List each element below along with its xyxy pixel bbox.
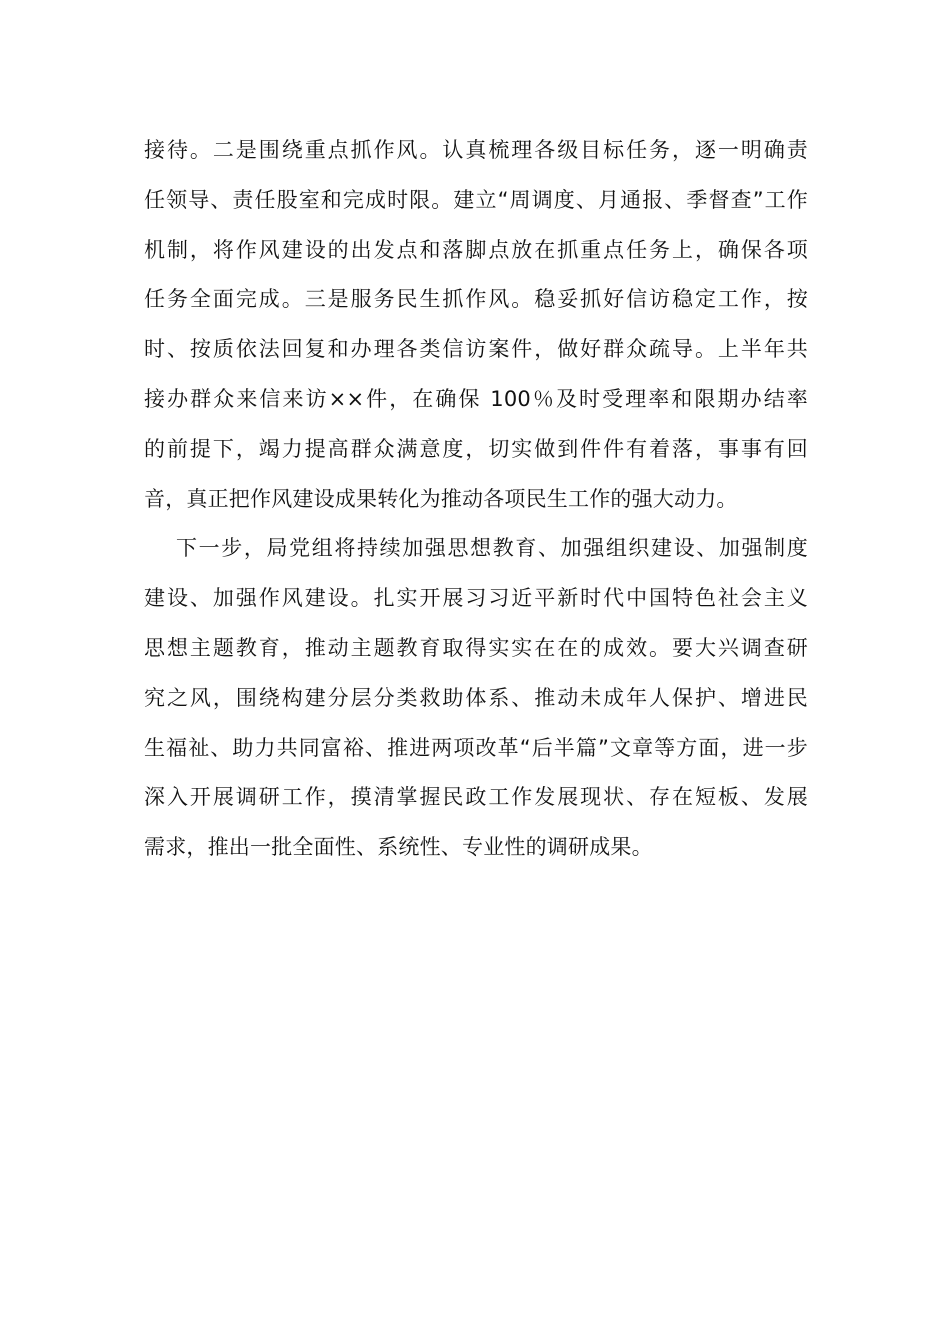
text-line: 下一步，局党组将持续加强思想教育、加强组织建设、加强制度 bbox=[176, 536, 808, 561]
text-line: 任务全面完成。三是服务民生抓作风。稳妥抓好信访稳定工作，按 bbox=[144, 287, 808, 312]
text-line: 任领导、责任股室和完成时限。建立“周调度、月通报、季督查”工作 bbox=[144, 187, 808, 212]
body-text bbox=[144, 126, 808, 873]
paragraph-1 bbox=[144, 126, 808, 524]
text-line: 生福祉、助力共同富裕、推进两项改革“后半篇”文章等方面，进一步 bbox=[144, 735, 808, 760]
text-line: 建设、加强作风建设。扎实开展习习近平新时代中国特色社会主义 bbox=[144, 586, 808, 611]
text-line: 的前提下，竭力提高群众满意度，切实做到件件有着落，事事有回 bbox=[144, 436, 808, 461]
text-line: 机制，将作风建设的出发点和落脚点放在抓重点任务上，确保各项 bbox=[144, 237, 808, 262]
text-line: 时、按质依法回复和办理各类信访案件，做好群众疏导。上半年共 bbox=[144, 337, 808, 362]
text-line: 需求，推出一批全面性、系统性、专业性的调研成果。 bbox=[144, 835, 653, 860]
paragraph-2 bbox=[144, 524, 808, 873]
text-line: 思想主题教育，推动主题教育取得实实在在的成效。要大兴调查研 bbox=[144, 635, 808, 660]
text-line: 接办群众来信来访××件，在确保 100％及时受理率和限期办结率 bbox=[144, 386, 808, 411]
text-line: 接待。二是围绕重点抓作风。认真梳理各级目标任务，逐一明确责 bbox=[144, 138, 808, 162]
text-line: 音，真正把作风建设成果转化为推动各项民生工作的强大动力。 bbox=[144, 486, 738, 511]
text-line: 究之风，围绕构建分层分类救助体系、推动未成年人保护、增进民 bbox=[144, 685, 808, 710]
text-line: 深入开展调研工作，摸清掌握民政工作发展现状、存在短板、发展 bbox=[144, 785, 808, 810]
